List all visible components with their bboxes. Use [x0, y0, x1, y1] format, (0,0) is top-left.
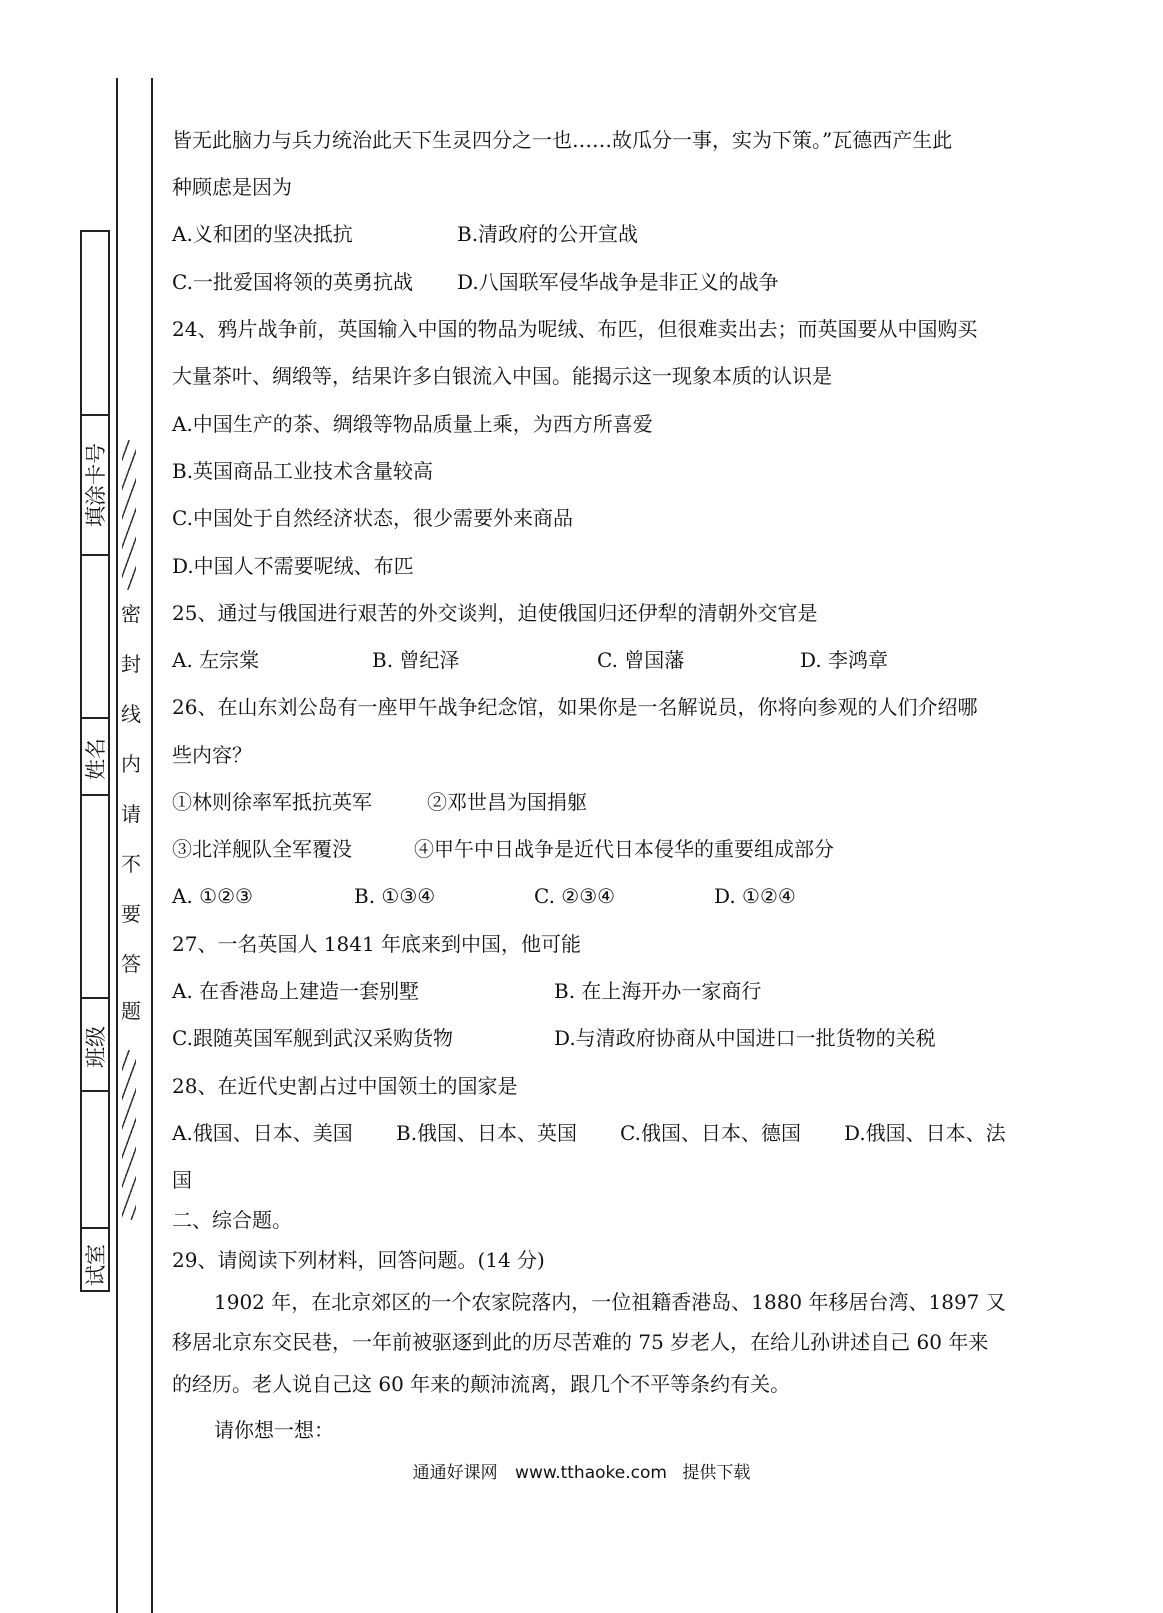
- q25-stem: 25、通过与俄国进行艰苦的外交谈判，迫使俄国归还伊犁的清朝外交官是: [172, 601, 818, 625]
- q23-continuation: 种顾虑是因为: [172, 175, 292, 199]
- q24-option-c: C.中国处于自然经济状态，很少需要外来商品: [172, 506, 573, 530]
- q23-option-a: A.义和团的坚决抵抗: [172, 222, 353, 246]
- q29-prompt: 请你想一想：: [214, 1418, 334, 1442]
- q24-stem: 大量茶叶、绸缎等，结果许多白银流入中国。能揭示这一现象本质的认识是: [172, 364, 832, 388]
- q25-option-c: C. 曾国藩: [597, 648, 685, 672]
- seal-char: 答: [121, 952, 141, 976]
- info-separator: [82, 554, 108, 556]
- seal-hatch-bottom: [122, 1050, 136, 1220]
- q27-stem: 27、一名英国人 1841 年底来到中国，他可能: [172, 932, 582, 956]
- q26-stem: 些内容？: [172, 743, 252, 767]
- q27-option-c: C.跟随英国军舰到武汉采购货物: [172, 1026, 453, 1050]
- seal-char: 请: [121, 802, 141, 826]
- page-footer: [0, 1458, 1163, 1483]
- q25-option-b: B. 曾纪泽: [372, 648, 460, 672]
- q25-option-a: A. 左宗棠: [172, 648, 260, 672]
- card-number-label: 填涂卡号: [84, 443, 108, 527]
- q29-material: 的经历。老人说自己这 60 年来的颠沛流离，跟几个不平等条约有关。: [172, 1372, 791, 1396]
- footer-site-name: 通通好课网: [412, 1463, 498, 1483]
- q29-material: 1902 年，在北京郊区的一个农家院落内，一位祖籍香港岛、1880 年移居台湾、1897 又: [214, 1290, 1006, 1314]
- section-heading: 二、综合题。: [172, 1208, 292, 1232]
- binding-line-outer: [116, 78, 118, 1613]
- info-separator: [82, 1227, 108, 1229]
- q23-option-b: B.清政府的公开宣战: [457, 222, 639, 246]
- q26-item-1: ①林则徐率军抵抗英军: [172, 790, 372, 814]
- info-separator: [82, 1090, 108, 1092]
- name-label: 姓名: [84, 738, 108, 780]
- info-separator: [82, 414, 108, 416]
- q26-option-b: B. ①③④: [354, 884, 436, 908]
- q26-item-2: ②邓世昌为国捐躯: [427, 790, 587, 814]
- q26-item-3: ③北洋舰队全军覆没: [172, 837, 352, 861]
- q27-option-a: A. 在香港岛上建造一套别墅: [172, 979, 420, 1003]
- q26-option-a: A. ①②③: [172, 884, 253, 908]
- seal-char: 内: [121, 752, 141, 776]
- q26-option-d: D. ①②④: [714, 884, 796, 908]
- q26-option-c: C. ②③④: [534, 884, 616, 908]
- seal-char: 不: [121, 852, 141, 876]
- seal-char: 线: [121, 702, 141, 726]
- q28-option-a: A.俄国、日本、美国: [172, 1121, 353, 1145]
- q27-option-d: D.与清政府协商从中国进口一批货物的关税: [554, 1026, 936, 1050]
- q24-stem: 24、鸦片战争前，英国输入中国的物品为呢绒、布匹，但很难卖出去；而英国要从中国购买: [172, 317, 978, 341]
- seal-hatch-top: [122, 440, 136, 590]
- q23-option-d: D.八国联军侵华战争是非正义的战争: [457, 270, 779, 294]
- info-separator: [82, 997, 108, 999]
- q28-option-b: B.俄国、日本、英国: [396, 1121, 578, 1145]
- q24-option-b: B.英国商品工业技术含量较高: [172, 459, 434, 483]
- q23-option-c: C.一批爱国将领的英勇抗战: [172, 270, 413, 294]
- q28-option-c: C.俄国、日本、德国: [620, 1121, 801, 1145]
- q24-option-a: A.中国生产的茶、绸缎等物品质量上乘，为西方所喜爱: [172, 412, 653, 436]
- q25-option-d: D. 李鸿章: [800, 648, 889, 672]
- binding-line-inner: [151, 78, 153, 1613]
- q27-option-b: B. 在上海开办一家商行: [554, 979, 762, 1003]
- seal-char: 要: [121, 902, 141, 926]
- q24-option-d: D.中国人不需要呢绒、布匹: [172, 554, 414, 578]
- seal-char: 封: [121, 652, 141, 676]
- q23-continuation: 皆无此脑力与兵力统治此天下生灵四分之一也……故瓜分一事，实为下策。”瓦德西产生此: [172, 128, 953, 152]
- q28-option-d: D.俄国、日本、法: [844, 1121, 1006, 1145]
- q29-material: 移居北京东交民巷，一年前被驱逐到此的历尽苦难的 75 岁老人，在给儿孙讲述自己 60 年来: [172, 1330, 989, 1354]
- footer-url: www.tthaoke.com: [515, 1463, 667, 1483]
- seal-char: 题: [121, 999, 141, 1023]
- student-info-box: [80, 230, 110, 1292]
- q28-stem: 28、在近代史割占过中国领土的国家是: [172, 1074, 518, 1098]
- footer-suffix: 提供下载: [682, 1463, 751, 1483]
- q26-item-4: ④甲午中日战争是近代日本侵华的重要组成部分: [414, 837, 834, 861]
- class-label: 班级: [84, 1026, 108, 1068]
- info-separator: [82, 717, 108, 719]
- q29-stem: 29、请阅读下列材料，回答问题。(14 分): [172, 1248, 545, 1272]
- seal-char: 密: [121, 602, 141, 626]
- exam-room-label: 试室: [84, 1244, 108, 1286]
- info-separator: [82, 794, 108, 796]
- q26-stem: 26、在山东刘公岛有一座甲午战争纪念馆，如果你是一名解说员，你将向参观的人们介绍哪: [172, 695, 978, 719]
- q28-option-d-wrap: 国: [172, 1168, 192, 1192]
